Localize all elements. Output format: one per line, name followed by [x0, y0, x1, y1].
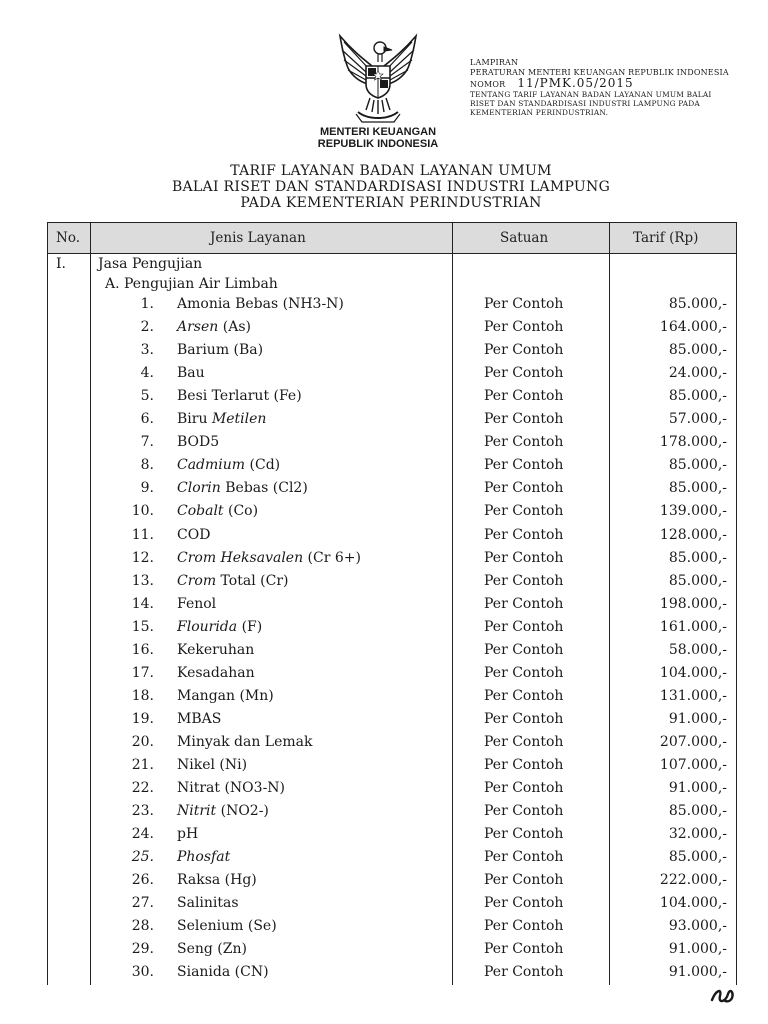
tariff-cell: 139.000,-: [659, 503, 727, 520]
header-tariff: Tarif (Rp): [633, 230, 699, 246]
header-no: No.: [56, 230, 80, 246]
row-number: 14.: [131, 595, 154, 612]
ministry-country: REPUBLIK INDONESIA: [317, 138, 439, 150]
unit-cell: Per Contoh: [484, 618, 564, 635]
unit-cell: Per Contoh: [484, 964, 564, 981]
tariff-cell: 222.000,-: [659, 872, 727, 889]
parameter-name-italic: Phosfat: [177, 849, 231, 866]
row-number: 15.: [131, 618, 154, 635]
unit-cell: Per Contoh: [484, 572, 564, 589]
row-number: 10.: [131, 503, 154, 520]
row-number: 4.: [140, 365, 154, 382]
subsection-title: A. Pengujian Air Limbah: [105, 276, 278, 292]
parameter-name: [177, 917, 277, 935]
regulation-number: 11/PMK.05/2015: [517, 76, 634, 90]
tariff-cell: 198.000,-: [659, 595, 727, 612]
unit-cell: Per Contoh: [484, 388, 564, 405]
parameter-name-text: Nitrat (NO3-N): [177, 780, 286, 797]
parameter-name: [177, 825, 198, 843]
appendix-label: LAMPIRAN: [470, 58, 519, 67]
parameter-name: [177, 502, 258, 520]
unit-cell: Per Contoh: [484, 549, 564, 566]
parameter-name-text: Seng (Zn): [177, 941, 247, 958]
row-number: 23.: [131, 803, 154, 820]
row-number: 17.: [131, 664, 154, 681]
tariff-cell: 85.000,-: [668, 549, 727, 566]
parameter-name: [177, 341, 263, 359]
tariff-cell: 85.000,-: [668, 480, 727, 497]
parameter-name-italic: Clorin: [177, 480, 221, 497]
parameter-name-italic: Arsen: [177, 319, 219, 336]
row-number: 13.: [131, 572, 154, 589]
parameter-name-italic: Cadmium: [177, 457, 246, 474]
parameter-name-text: (NO2-): [216, 803, 269, 820]
column-divider: [452, 223, 453, 985]
regulation-title: PERATURAN MENTERI KEUANGAN REPUBLIK INDONESIA: [470, 68, 729, 77]
parameter-name-text: Besi Terlarut (Fe): [177, 388, 302, 405]
tariff-cell: 128.000,-: [659, 526, 727, 543]
row-number: 21.: [131, 757, 154, 773]
parameter-name-text: MBAS: [177, 710, 222, 727]
row-number: 16.: [131, 641, 154, 658]
garuda-emblem-icon: [322, 28, 434, 128]
parameter-name: [177, 664, 255, 682]
unit-cell: Per Contoh: [484, 595, 564, 612]
parameter-name: [177, 894, 239, 912]
regulation-subject-line1: TENTANG TARIF LAYANAN BADAN LAYANAN UMUM BALAI: [470, 90, 712, 99]
parameter-name-text: Total (Cr): [216, 572, 289, 589]
row-number: 5.: [140, 388, 154, 405]
tariff-cell: 85.000,-: [668, 457, 727, 474]
parameter-name-italic: Metilen: [211, 411, 267, 428]
parameter-name: [177, 687, 274, 705]
parameter-name-italic: Crom: [177, 572, 217, 589]
parameter-name: [177, 295, 344, 313]
parameter-name-text: COD: [177, 526, 211, 543]
parameter-name-text: Bebas (Cl2): [220, 480, 308, 497]
row-number: 1.: [140, 296, 154, 312]
parameter-name-text: (Co): [223, 503, 259, 520]
parameter-name-italic: Flourida: [177, 618, 238, 635]
unit-cell: Per Contoh: [484, 757, 564, 773]
tariff-cell: 58.000,-: [668, 641, 727, 658]
parameter-name-text: (Cr 6+): [303, 549, 361, 566]
parameter-name-text: Salinitas: [177, 895, 239, 912]
parameter-name: [177, 549, 361, 567]
parameter-name: [177, 433, 219, 451]
document-title: [100, 163, 682, 211]
parameter-name: [177, 364, 205, 382]
tariff-cell: 85.000,-: [668, 296, 727, 312]
unit-cell: Per Contoh: [484, 480, 564, 497]
unit-cell: Per Contoh: [484, 296, 564, 312]
parameter-name: [177, 641, 254, 659]
title-line3: PADA KEMENTERIAN PERINDUSTRIAN: [240, 195, 542, 211]
regulation-subject-line3: KEMENTERIAN PERINDUSTRIAN.: [470, 108, 609, 117]
parameter-name: [177, 618, 262, 636]
tariff-cell: 32.000,-: [668, 826, 727, 843]
tariff-cell: 164.000,-: [659, 319, 727, 336]
parameter-name-text: Selenium (Se): [177, 918, 277, 935]
unit-cell: Per Contoh: [484, 457, 564, 474]
parameter-name-text: (Cd): [245, 457, 281, 474]
unit-cell: Per Contoh: [484, 710, 564, 727]
unit-cell: Per Contoh: [484, 849, 564, 866]
unit-cell: Per Contoh: [484, 941, 564, 958]
unit-cell: Per Contoh: [484, 342, 564, 359]
title-line1: TARIF LAYANAN BADAN LAYANAN UMUM: [230, 163, 552, 179]
parameter-name-text: Mangan (Mn): [177, 687, 274, 704]
tariff-cell: 91.000,-: [668, 710, 727, 727]
tariff-cell: 131.000,-: [659, 687, 727, 704]
parameter-name: [177, 848, 230, 866]
parameter-name-text: Fenol: [177, 595, 217, 612]
parameter-name: [177, 802, 269, 820]
parameter-name-text: Kesadahan: [177, 664, 255, 681]
parameter-name-italic: Cobalt: [177, 503, 224, 520]
unit-cell: Per Contoh: [484, 664, 564, 681]
unit-cell: Per Contoh: [484, 319, 564, 336]
row-number: 12.: [131, 549, 154, 566]
unit-cell: Per Contoh: [484, 826, 564, 843]
row-number: 11.: [131, 526, 154, 543]
unit-cell: Per Contoh: [484, 411, 564, 428]
tariff-cell: 104.000,-: [659, 895, 727, 912]
table-header: [48, 223, 736, 254]
parameter-name-text: Barium (Ba): [177, 342, 264, 359]
tariff-cell: 207.000,-: [659, 733, 727, 750]
tariff-cell: 91.000,-: [668, 941, 727, 958]
unit-cell: Per Contoh: [484, 526, 564, 543]
tariff-cell: 24.000,-: [668, 365, 727, 382]
parameter-name: [177, 756, 247, 774]
row-number: 27.: [131, 895, 154, 912]
parameter-name: [177, 318, 251, 336]
tariff-cell: 107.000,-: [659, 757, 727, 773]
parameter-name: [177, 572, 288, 590]
parameter-name: [177, 479, 308, 497]
unit-cell: Per Contoh: [484, 503, 564, 520]
unit-cell: Per Contoh: [484, 895, 564, 912]
tariff-cell: 104.000,-: [659, 664, 727, 681]
unit-cell: Per Contoh: [484, 365, 564, 382]
header-unit: Satuan: [500, 230, 549, 246]
section-title: Jasa Pengujian: [98, 256, 203, 272]
parameter-name: [177, 710, 221, 728]
tariff-cell: 57.000,-: [668, 411, 727, 428]
parameter-name: [177, 940, 247, 958]
parameter-name-text: Amonia Bebas (NH3-N): [177, 296, 344, 312]
row-number: 30.: [131, 964, 154, 981]
tariff-cell: 93.000,-: [668, 918, 727, 935]
column-divider: [609, 223, 610, 985]
parameter-name: [177, 779, 285, 797]
row-number: 9.: [140, 480, 154, 497]
unit-cell: Per Contoh: [484, 872, 564, 889]
parameter-name-text: BOD5: [177, 434, 220, 451]
tariff-cell: 91.000,-: [668, 964, 727, 981]
parameter-name-italic: Nitrit: [177, 803, 217, 820]
row-number: 7.: [140, 434, 154, 451]
row-number: 8.: [140, 457, 154, 474]
unit-cell: Per Contoh: [484, 687, 564, 704]
unit-cell: Per Contoh: [484, 803, 564, 820]
row-number: 26.: [131, 872, 154, 889]
row-number: 29.: [131, 941, 154, 958]
section-number: I.: [56, 256, 66, 272]
tariff-cell: 85.000,-: [668, 342, 727, 359]
parameter-name: [177, 526, 210, 544]
parameter-name-text: Nikel (Ni): [177, 757, 248, 773]
parameter-name-text: Kekeruhan: [177, 641, 255, 658]
row-number: 18.: [131, 687, 154, 704]
parameter-name: [177, 595, 216, 613]
row-number: 20.: [131, 733, 154, 750]
column-divider: [90, 223, 91, 985]
parameter-name: [177, 963, 269, 981]
row-number: 24.: [131, 826, 154, 843]
parameter-name: [177, 387, 302, 405]
tariff-cell: 178.000,-: [659, 434, 727, 451]
parameter-name-text: (F): [237, 618, 263, 635]
row-number: 2.: [140, 319, 154, 336]
parameter-name-text: pH: [177, 826, 199, 843]
title-line2: BALAI RISET DAN STANDARDISASI INDUSTRI LAMPUNG: [171, 179, 611, 195]
parameter-name-text: Bau: [177, 365, 205, 382]
unit-cell: Per Contoh: [484, 641, 564, 658]
row-number: 19.: [131, 710, 154, 727]
row-number: 22.: [131, 780, 154, 797]
row-number: 3.: [140, 342, 154, 359]
number-label: NOMOR: [470, 80, 506, 89]
tariff-cell: 91.000,-: [668, 780, 727, 797]
row-number: 6.: [140, 411, 154, 428]
parameter-name: [177, 456, 280, 474]
tariff-cell: 161.000,-: [659, 618, 727, 635]
unit-cell: Per Contoh: [484, 434, 564, 451]
header-service: Jenis Layanan: [210, 230, 306, 246]
unit-cell: Per Contoh: [484, 733, 564, 750]
ministry-name: MENTERI KEUANGAN: [319, 126, 437, 138]
parameter-name: [177, 410, 266, 428]
parameter-name-text: Sianida (CN): [177, 964, 269, 981]
parameter-name: [177, 733, 312, 751]
tariff-cell: 85.000,-: [668, 803, 727, 820]
regulation-subject-line2: RISET DAN STANDARDISASI INDUSTRI LAMPUNG PADA: [470, 99, 700, 108]
tariff-table: [47, 222, 737, 985]
parameter-name-text: Raksa (Hg): [177, 872, 257, 889]
row-number: 28.: [131, 918, 154, 935]
tariff-cell: 85.000,-: [668, 572, 727, 589]
parameter-name: [177, 871, 257, 889]
unit-cell: Per Contoh: [484, 918, 564, 935]
parameter-name-text: Minyak dan Lemak: [177, 733, 313, 750]
tariff-cell: 85.000,-: [668, 849, 727, 866]
parameter-name-italic: Crom Heksavalen: [177, 549, 304, 566]
parameter-name-text: Biru: [177, 411, 212, 428]
unit-cell: Per Contoh: [484, 780, 564, 797]
appendix-reference: [470, 58, 765, 117]
paraf-initial-icon: [708, 984, 738, 1006]
parameter-name-text: (As): [218, 319, 251, 336]
ministry-block: [298, 126, 458, 150]
regulation-number-row: [470, 78, 765, 90]
tariff-cell: 85.000,-: [668, 388, 727, 405]
row-number: 25.: [131, 849, 154, 866]
